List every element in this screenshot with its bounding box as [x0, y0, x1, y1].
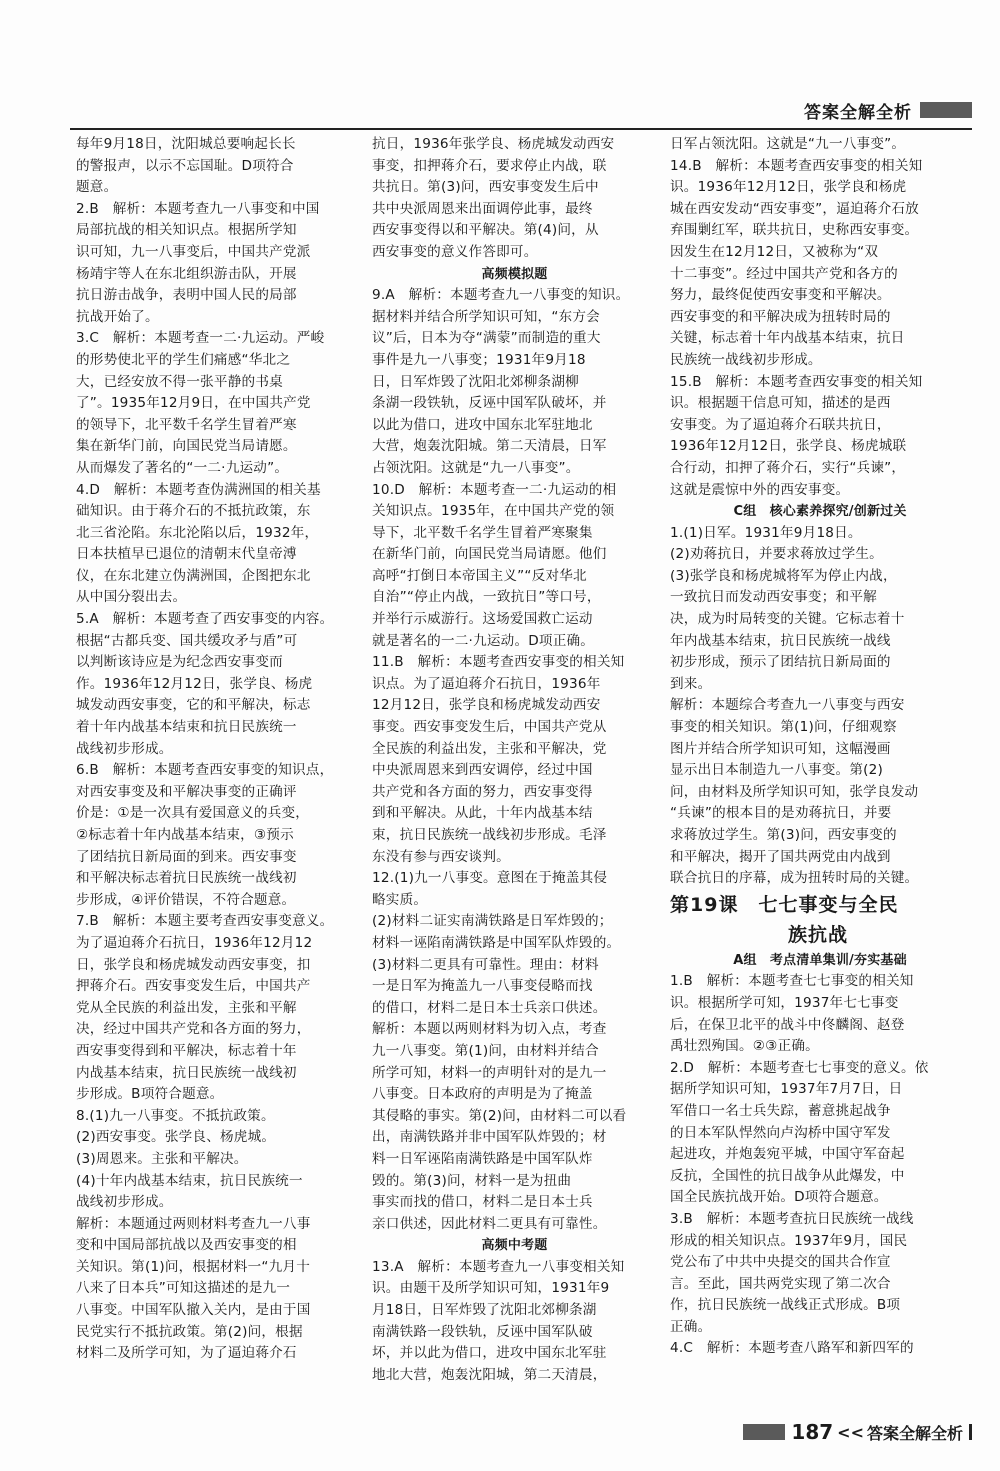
text-line: 步形成。B项符合题意。: [76, 1086, 224, 1103]
text-line: 西安事变的和平解决成为扭转时局的: [670, 308, 891, 325]
text-line: 年内战基本结束，抗日民族统一战线: [670, 632, 891, 649]
text-line: 八事变。中国军队撤入关内，是由于国: [76, 1302, 311, 1319]
text-line: 地北大营，炮轰沈阳城，第二天清晨，: [372, 1366, 607, 1383]
text-line: 4.D 解析：本题考查伪满洲国的相关基: [76, 481, 321, 498]
text-line: 出，南满铁路并非中国军队炸毁的；材: [372, 1129, 607, 1146]
text-line: 以判断该诗应是为纪念西安事变而: [76, 654, 283, 671]
page-number: 187: [791, 1420, 834, 1444]
text-line: 形成的相关知识点。1937年9月，国民: [670, 1232, 908, 1249]
text-line: 事变的相关知识。第(1)问，仔细观察: [670, 719, 897, 736]
section-heading: C组 核心素养探究/创新过关: [733, 504, 907, 520]
text-line: 日军占领沈阳。这就是“九一八事变”。: [670, 136, 906, 152]
text-line: 大，已经安放不得一张平静的书桌: [76, 373, 283, 390]
text-line: 价是：①是一次具有爱国意义的兵变，: [76, 805, 310, 822]
text-line: 安事变。为了逼迫蒋介石联共抗日，: [670, 416, 891, 433]
text-line: 自治”“停止内战，一致抗日”等口号，: [372, 589, 601, 606]
text-line: 抗日游击战争，表明中国人民的局部: [76, 287, 297, 304]
text-line: 八来了日本兵”可知这描述的是九一: [76, 1280, 291, 1297]
text-line: 略实质。: [372, 891, 428, 908]
text-line: (3)张学良和杨虎城将军为停止内战，: [670, 567, 897, 584]
text-line: 初步形成，预示了团结抗日新局面的: [670, 654, 891, 671]
text-line: 5.A 解析：本题考查了西安事变的内容。: [76, 611, 334, 628]
footer-title: 答案全解全析: [866, 1423, 963, 1443]
text-line: 和平解决标志着抗日民族统一战线初: [76, 870, 297, 887]
text-line: 步形成，④评价错误，不符合题意。: [76, 891, 296, 908]
text-line: 九一八事变。第(1)问，由材料并结合: [372, 1042, 599, 1059]
text-line: 合行动，扣押了蒋介石，实行“兵谏”，: [670, 459, 906, 476]
text-line: 杨靖宇等人在东北组织游击队，开展: [76, 265, 297, 282]
text-line: 正确。: [670, 1318, 712, 1335]
text-line: 十二事变”。经过中国共产党和各方的: [670, 265, 898, 282]
text-line: 为了逼迫蒋介石抗日，1936年12月12: [76, 934, 313, 951]
text-line: 根据“古都兵变、国共缓攻矛与盾”可: [76, 632, 298, 649]
text-line: 从而爆发了著名的“一二·九运动”。: [76, 459, 289, 476]
text-line: 就是著名的一二·九运动。D项正确。: [372, 632, 595, 649]
text-line: 西安事变得到和平解决，标志着十年: [76, 1042, 297, 1059]
text-line: 国全民族抗战开始。D项符合题意。: [670, 1189, 888, 1206]
text-line: 禹壮烈殉国。②③正确。: [670, 1038, 819, 1055]
text-line: (4)十年内战基本结束，抗日民族统一: [76, 1172, 303, 1189]
text-line: 6.B 解析：本题考查西安事变的知识点，: [76, 762, 334, 779]
text-line: 月18日，日军炸毁了沈阳北郊柳条湖: [372, 1302, 597, 1319]
text-line: 识点。为了逼迫蒋介石抗日，1936年: [372, 675, 601, 692]
section-heading: 高频中考题: [481, 1238, 548, 1254]
text-line: 1936年12月12日，张学良、杨虎城联: [670, 438, 907, 455]
text-line: 西安事变得以和平解决。第(4)问，从: [372, 222, 599, 239]
text-line: 条湖一段铁轨，反诬中国军队破坏，并: [372, 395, 607, 412]
text-line: 日本扶植早已退位的清朝末代皇帝溥: [76, 546, 297, 563]
text-line: 战线初步形成。: [76, 740, 173, 757]
text-line: 努力，最终促使西安事变和平解决。: [670, 287, 891, 304]
lesson-title: 第19课 七七事变与全民: [670, 893, 899, 916]
text-line: 事件是九一八事变；1931年9月18: [372, 351, 586, 368]
chevron-left-icon: <<: [837, 1422, 864, 1442]
text-line: 到和平解决。从此，十年内战基本结: [372, 805, 593, 822]
text-line: 作。1936年12月12日，张学良、杨虎: [76, 675, 313, 692]
text-line: 作，抗日民族统一战线正式形成。B项: [670, 1297, 901, 1314]
text-line: 1.(1)日军。1931年9月18日。: [670, 524, 862, 541]
text-line: 一致抗日而发动西安事变；和平解: [670, 589, 877, 606]
section-heading: 高频模拟题: [481, 266, 548, 282]
text-line: 础知识。由于蒋介石的不抵抗政策，东: [76, 503, 311, 520]
page-footer: [743, 1418, 972, 1446]
text-column-left: [76, 134, 358, 1365]
text-line: 1.B 解析：本题考查七七事变的相关知: [670, 973, 914, 990]
text-line: 到来。: [670, 675, 712, 692]
text-line: 12月12日，张学良和杨虎城发动西安: [372, 697, 601, 714]
text-line: 中央派周恩来到西安调停，经过中国: [372, 762, 593, 779]
text-line: 8.(1)九一八事变。不抵抗政策。: [76, 1107, 275, 1124]
text-line: 的警报声，以示不忘国耻。D项符合: [76, 157, 294, 174]
text-line: 这就是震惊中外的西安事变。: [670, 481, 850, 498]
text-line: 图片并结合所学知识可知，这幅漫画: [670, 740, 891, 757]
text-line: 军借口一名士兵失踪，蓄意挑起战争: [670, 1102, 891, 1119]
text-line: (2)西安事变。张学良、杨虎城。: [76, 1129, 276, 1146]
text-line: 八事变。日本政府的声明是为了掩盖: [372, 1086, 593, 1103]
text-line: 其侵略的事实。第(2)问，由材料二可以看: [372, 1107, 627, 1124]
text-line: 2.D 解析：本题考查七七事变的意义。依: [670, 1059, 929, 1076]
text-line: 关知识。第(1)问，根据材料一“九月十: [76, 1258, 311, 1275]
text-column-middle: [372, 134, 657, 1386]
text-line: 决，成为时局转变的关键。它标志着十: [670, 611, 905, 628]
text-line: 起进攻，并炮轰宛平城，中国守军奋起: [670, 1146, 905, 1163]
text-line: 求蒋放过学生。第(3)问，西安事变的: [670, 827, 897, 843]
header-rule: [70, 128, 972, 130]
text-line: 一是日军为掩盖九一八事变侵略而找: [372, 978, 593, 995]
footer-end-mark: [969, 1424, 972, 1440]
text-column-right: [670, 134, 970, 1360]
text-line: 据所学知识可知，1937年7月7日，日: [670, 1081, 903, 1098]
text-line: 共中央派周恩来出面调停此事，最终: [372, 200, 593, 217]
text-line: 事变。西安事变发生后，中国共产党从: [372, 719, 607, 736]
text-line: 联合抗日的序幕，成为扭转时局的关键。: [670, 870, 919, 887]
text-line: 共抗日。第(3)问，西安事变发生后中: [372, 179, 599, 196]
text-line: 抗日，1936年张学良、杨虎城发动西安: [372, 136, 615, 152]
text-line: 在新华门前，向国民党当局请愿。他们: [372, 546, 607, 563]
text-line: 党从全民族的利益出发，主张和平解: [76, 999, 297, 1016]
text-line: 4.C 解析：本题考查八路军和新四军的: [670, 1340, 914, 1357]
text-line: 了团结抗日新局面的到来。西安事变: [76, 848, 297, 865]
text-line: 识。根据所学可知，1937年七七事变: [670, 994, 899, 1011]
text-line: 并举行示威游行。这场爱国救亡运动: [372, 611, 593, 628]
text-line: (3)周恩来。主张和平解决。: [76, 1150, 248, 1167]
text-line: 关键，标志着十年内战基本结束，抗日: [670, 330, 905, 347]
text-line: 3.C 解析：本题考查一二·九运动。严峻: [76, 330, 325, 347]
text-line: 议”后，日本为夺“满蒙”而制造的重大: [372, 330, 601, 347]
text-line: 束，抗日民族统一战线初步形成。毛泽: [372, 827, 607, 843]
text-line: 从中国分裂出去。: [76, 589, 187, 606]
text-line: 14.B 解析：本题考查西安事变的相关知: [670, 157, 923, 174]
text-line: 导下，北平数千名学生冒着严寒聚集: [372, 524, 593, 541]
text-line: 抗战开始了。: [76, 308, 159, 325]
text-line: “兵谏”的根本目的是劝蒋抗日，并要: [670, 805, 892, 822]
text-line: 全民族的利益出发，主张和平解决，党: [372, 740, 607, 757]
text-line: 材料二及所学可知，为了逼迫蒋介石: [76, 1345, 297, 1362]
text-line: 识可知，九一八事变后，中国共产党派: [76, 243, 311, 260]
text-line: 决，经过中国共产党和各方面的努力，: [76, 1021, 311, 1038]
text-line: 3.B 解析：本题考查抗日民族统一战线: [670, 1210, 914, 1227]
text-line: 城在西安发动“西安事变”，逼迫蒋介石放: [670, 200, 919, 217]
header-bar-decoration: [920, 102, 972, 118]
text-line: 每年9月18日，沈阳城总要响起长长: [76, 136, 296, 152]
text-line: 仪，在东北建立伪满洲国，企图把东北: [76, 567, 311, 584]
text-line: 占领沈阳。这就是“九一八事变”。: [372, 459, 580, 476]
text-line: 所学可知，材料一的声明针对的是九一: [372, 1064, 607, 1081]
text-line: 2.B 解析：本题考查九一八事变和中国: [76, 200, 320, 217]
text-line: 识。1936年12月12日，张学良和杨虎: [670, 179, 907, 196]
text-line: 的借口，材料二是日本士兵亲口供述。: [372, 999, 607, 1016]
text-line: 问，由材料及所学知识可知，张学良发动: [670, 783, 919, 800]
text-line: 西安事变的意义作答即可。: [372, 243, 538, 260]
text-line: 坏，并以此为借口，进攻中国东北军驻: [372, 1345, 607, 1362]
text-line: 北三省沦陷。东北沦陷以后，1932年，: [76, 524, 319, 541]
text-line: 亲口供述，因此材料二更具有可靠性。: [372, 1215, 607, 1232]
text-line: 大营，炮轰沈阳城。第二天清晨，日军: [372, 438, 607, 455]
text-line: 日，日军炸毁了沈阳北郊柳条湖柳: [372, 373, 579, 390]
text-line: 南满铁路一段铁轨，反诬中国军队破: [372, 1323, 593, 1340]
text-line: 和平解决，揭开了国共两党由内战到: [670, 848, 891, 865]
text-line: 识。根据题干信息可知，描述的是西: [670, 395, 891, 412]
text-line: 的日本军队悍然向卢沟桥中国守军发: [670, 1124, 891, 1141]
footer-bar-decoration: [743, 1424, 785, 1440]
text-line: 7.B 解析：本题主要考查西安事变意义。: [76, 913, 334, 930]
text-line: 对西安事变及和平解决事变的正确评: [76, 783, 297, 800]
text-line: 了”。1935年12月9日，在中国共产党: [76, 395, 311, 412]
text-line: 民党实行不抵抗政策。第(2)问，根据: [76, 1323, 303, 1340]
text-line: 共产党和各方面的努力，西安事变得: [372, 783, 593, 800]
text-line: 据材料并结合所学知识可知，“东方会: [372, 308, 600, 325]
text-line: 民族统一战线初步形成。: [670, 351, 822, 368]
text-line: 13.A 解析：本题考查九一八事变相关知: [372, 1258, 625, 1275]
text-line: 高呼“打倒日本帝国主义”“反对华北: [372, 567, 587, 584]
page-header: [804, 94, 972, 126]
text-line: 事变，扣押蒋介石，要求停止内战，联: [372, 157, 607, 174]
text-line: 解析：本题通过两则材料考查九一八事: [76, 1215, 311, 1232]
text-line: 关知识点。1935年，在中国共产党的领: [372, 503, 615, 520]
text-line: 押蒋介石。西安事变发生后，中国共产: [76, 978, 311, 995]
text-line: 15.B 解析：本题考查西安事变的相关知: [670, 373, 923, 390]
text-line: 战线初步形成。: [76, 1194, 173, 1211]
text-line: (3)材料二更具有可靠性。理由：材料: [372, 956, 599, 973]
text-line: 内战基本结束，抗日民族统一战线初: [76, 1064, 297, 1081]
section-heading: A组 考点清单集训/夯实基础: [733, 952, 907, 968]
text-line: 日，张学良和杨虎城发动西安事变，扣: [76, 956, 311, 973]
lesson-title: 族抗战: [788, 923, 849, 946]
text-line: 12.(1)九一八事变。意图在于掩盖其侵: [372, 870, 608, 887]
text-line: 识。由题干及所学知识可知，1931年9: [372, 1280, 610, 1297]
text-line: 9.A 解析：本题考查九一八事变的知识。: [372, 287, 630, 304]
text-line: 料一日军诬陷南满铁路是中国军队炸: [372, 1150, 593, 1167]
text-line: 事实而找的借口，材料二是日本士兵: [372, 1194, 593, 1211]
text-line: 的形势使北平的学生们痛感“华北之: [76, 351, 291, 368]
text-line: 显示出日本制造九一八事变。第(2): [670, 762, 883, 779]
text-line: 反抗，全国性的抗日战争从此爆发，中: [670, 1167, 905, 1184]
text-line: 11.B 解析：本题考查西安事变的相关知: [372, 654, 625, 671]
text-line: 解析：本题综合考查九一八事变与西安: [670, 697, 905, 714]
header-title: 答案全解全析: [804, 102, 912, 123]
text-line: 10.D 解析：本题考查一二·九运动的相: [372, 481, 617, 498]
text-line: 局部抗战的相关知识点。根据所学知: [76, 222, 297, 239]
text-line: 以此为借口，进攻中国东北军驻地北: [372, 416, 593, 433]
text-line: 材料一诬陷南满铁路是中国军队炸毁的。: [372, 934, 621, 951]
text-line: (2)材料二证实南满铁路是日军炸毁的；: [372, 913, 613, 930]
text-line: ②标志着十年内战基本结束，③预示: [76, 827, 294, 843]
text-line: 的领导下，北平数千名学生冒着严寒: [76, 416, 297, 433]
text-line: 毁的。第(3)问，材料一是为扭曲: [372, 1172, 572, 1189]
text-line: 党公布了中共中央提交的国共合作宣: [670, 1254, 891, 1271]
text-line: (2)劝蒋抗日，并要求蒋放过学生。: [670, 546, 883, 563]
text-line: 后，在保卫北平的战斗中佟麟阁、赵登: [670, 1016, 905, 1033]
text-line: 解析：本题以两则材料为切入点，考查: [372, 1021, 607, 1038]
text-line: 因发生在12月12日，又被称为“双: [670, 243, 879, 260]
text-line: 言。至此，国共两党实现了第二次合: [670, 1275, 891, 1292]
text-line: 题意。: [76, 179, 118, 196]
text-line: 变和中国局部抗战以及西安事变的相: [76, 1237, 297, 1254]
text-line: 集在新华门前，向国民党当局请愿。: [76, 438, 297, 455]
text-line: 东没有参与西安谈判。: [372, 848, 510, 865]
text-line: 城发动西安事变，它的和平解决，标志: [76, 697, 311, 714]
text-line: 着十年内战基本结束和抗日民族统一: [76, 719, 297, 736]
text-line: 弃围剿红军，联共抗日，史称西安事变。: [670, 222, 919, 239]
